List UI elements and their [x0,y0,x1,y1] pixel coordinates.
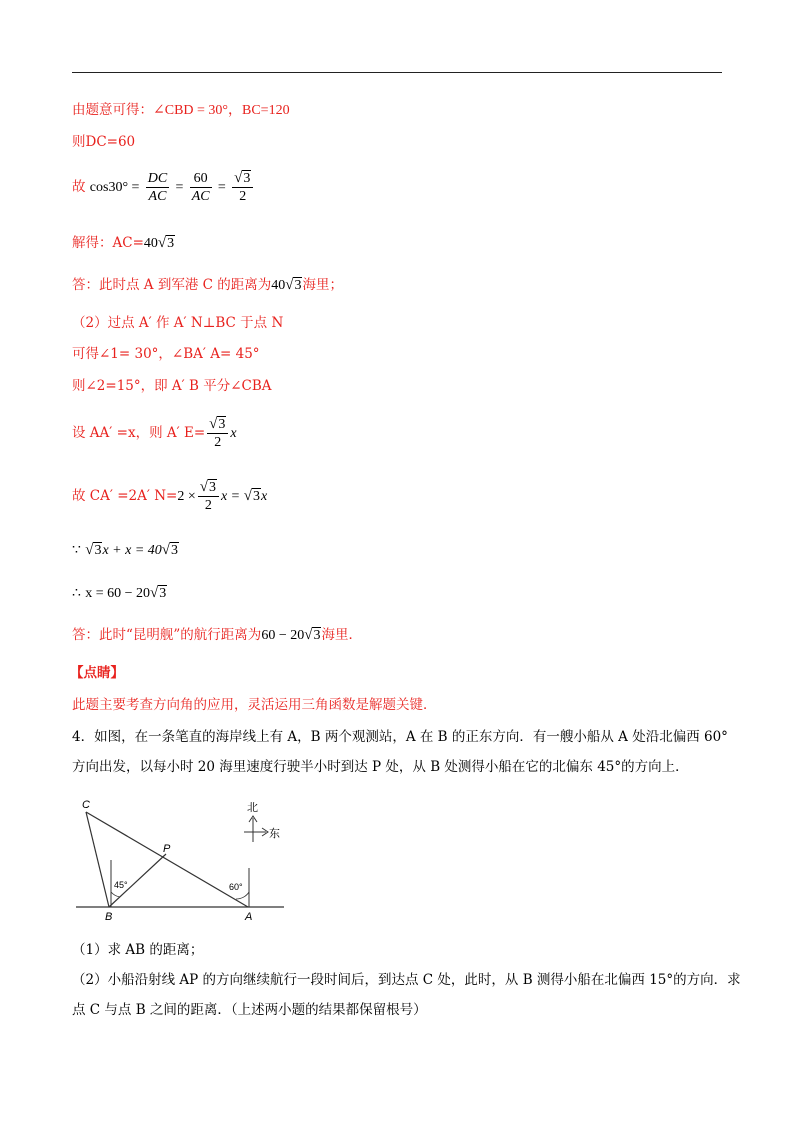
label-p: P [163,843,171,855]
angle-label-b: 45° [114,880,128,890]
label-c: C [82,799,90,811]
header-rule [72,72,722,73]
solution-line-5: 答：此时点 A 到军港 C 的距离为40√3海里； [72,277,343,293]
line1-math: ∠CBD = 30°，BC=120 [153,103,290,118]
solution-line-3: 故 cos30° = $\frac{DC}{AC}$ = $\frac{60}{AC}$ = $\frac{√3}{2}$ [72,170,255,205]
solution-line-11: ∵ √3x + x = 40√3 [72,542,179,558]
comment-heading: 【点睛】 [70,665,124,681]
line-c-a [86,812,248,907]
fraction-root3-2: $\frac{√3}{2}$ [207,416,228,451]
solution-line-9: 设 AA′ =x，则 A′ E= $\frac{√3}{2}$ x [72,416,237,450]
compass-east-label: 东 [269,828,280,840]
comment-text: 此题主要考查方向角的应用，灵活运用三角函数是解题关键． [72,697,437,713]
fraction-60-ac: $\frac{60}{AC}$ [191,171,210,204]
label-a: A [245,911,253,923]
solution-line-13: 答：此时“昆明舰”的航行距离为60 − 20√3海里． [72,627,362,643]
solution-line-6: （2）过点 A′ 作 A′ N⊥BC 于点 N [72,315,284,331]
question-1: （1）求 AB 的距离； [72,942,204,958]
solution-line-10: 故 CA′ =2A′ N=2 × $\frac{√3}{2}$ x = √3x [72,479,268,513]
solution-line-12: ∴ x = 60 − 20√3 [72,585,167,601]
solution-line-8: 则∠2=15°，即 A′ B 平分∠CBA [72,378,272,394]
line1-prefix: 由题意可得： [72,102,153,118]
line3-cos: cos30° = [89,180,140,195]
line-c-b [86,812,109,907]
angle-arc-b [111,892,120,897]
solution-line-2: 则DC=60 [72,134,136,150]
problem4-line-2: 方向出发，以每小时 20 海里速度行驶半小时到达 P 处，从 B 处测得小船在它的北偏东 45°的方向上． [72,759,689,775]
sqrt-3: √3 [157,235,175,251]
fraction-dc-ac: $\frac{DC}{AC}$ [147,171,168,204]
solution-line-7: 可得∠1= 30°，∠BA′ A= 45° [72,346,260,362]
line3-prefix: 故 [72,179,86,195]
compass-north-label: 北 [247,802,258,814]
angle-arc-a [236,892,249,899]
question-2-line-1: （2）小船沿射线 AP 的方向继续航行一段时间后，到达点 C 处，此时，从 B 测得小船在北偏西 15°的方向．求 [72,972,741,988]
fraction-root3-2: $\frac{√3}{2}$ [232,170,253,205]
question-2-line-2: 点 C 与点 B 之间的距离．（上述两小题的结果都保留根号） [72,1002,427,1018]
solution-line-4: 解得：AC=40√3 [72,235,175,251]
angle-label-a: 60° [229,882,243,892]
label-b: B [105,911,113,923]
compass-icon [244,816,268,842]
problem4-line-1: 4．如图，在一条笔直的海岸线上有 A，B 两个观测站，A 在 B 的正东方向．有一艘小船从 A 处沿北偏西 60° [72,729,728,745]
geometry-figure [72,796,292,926]
solution-line-1 [72,101,290,120]
